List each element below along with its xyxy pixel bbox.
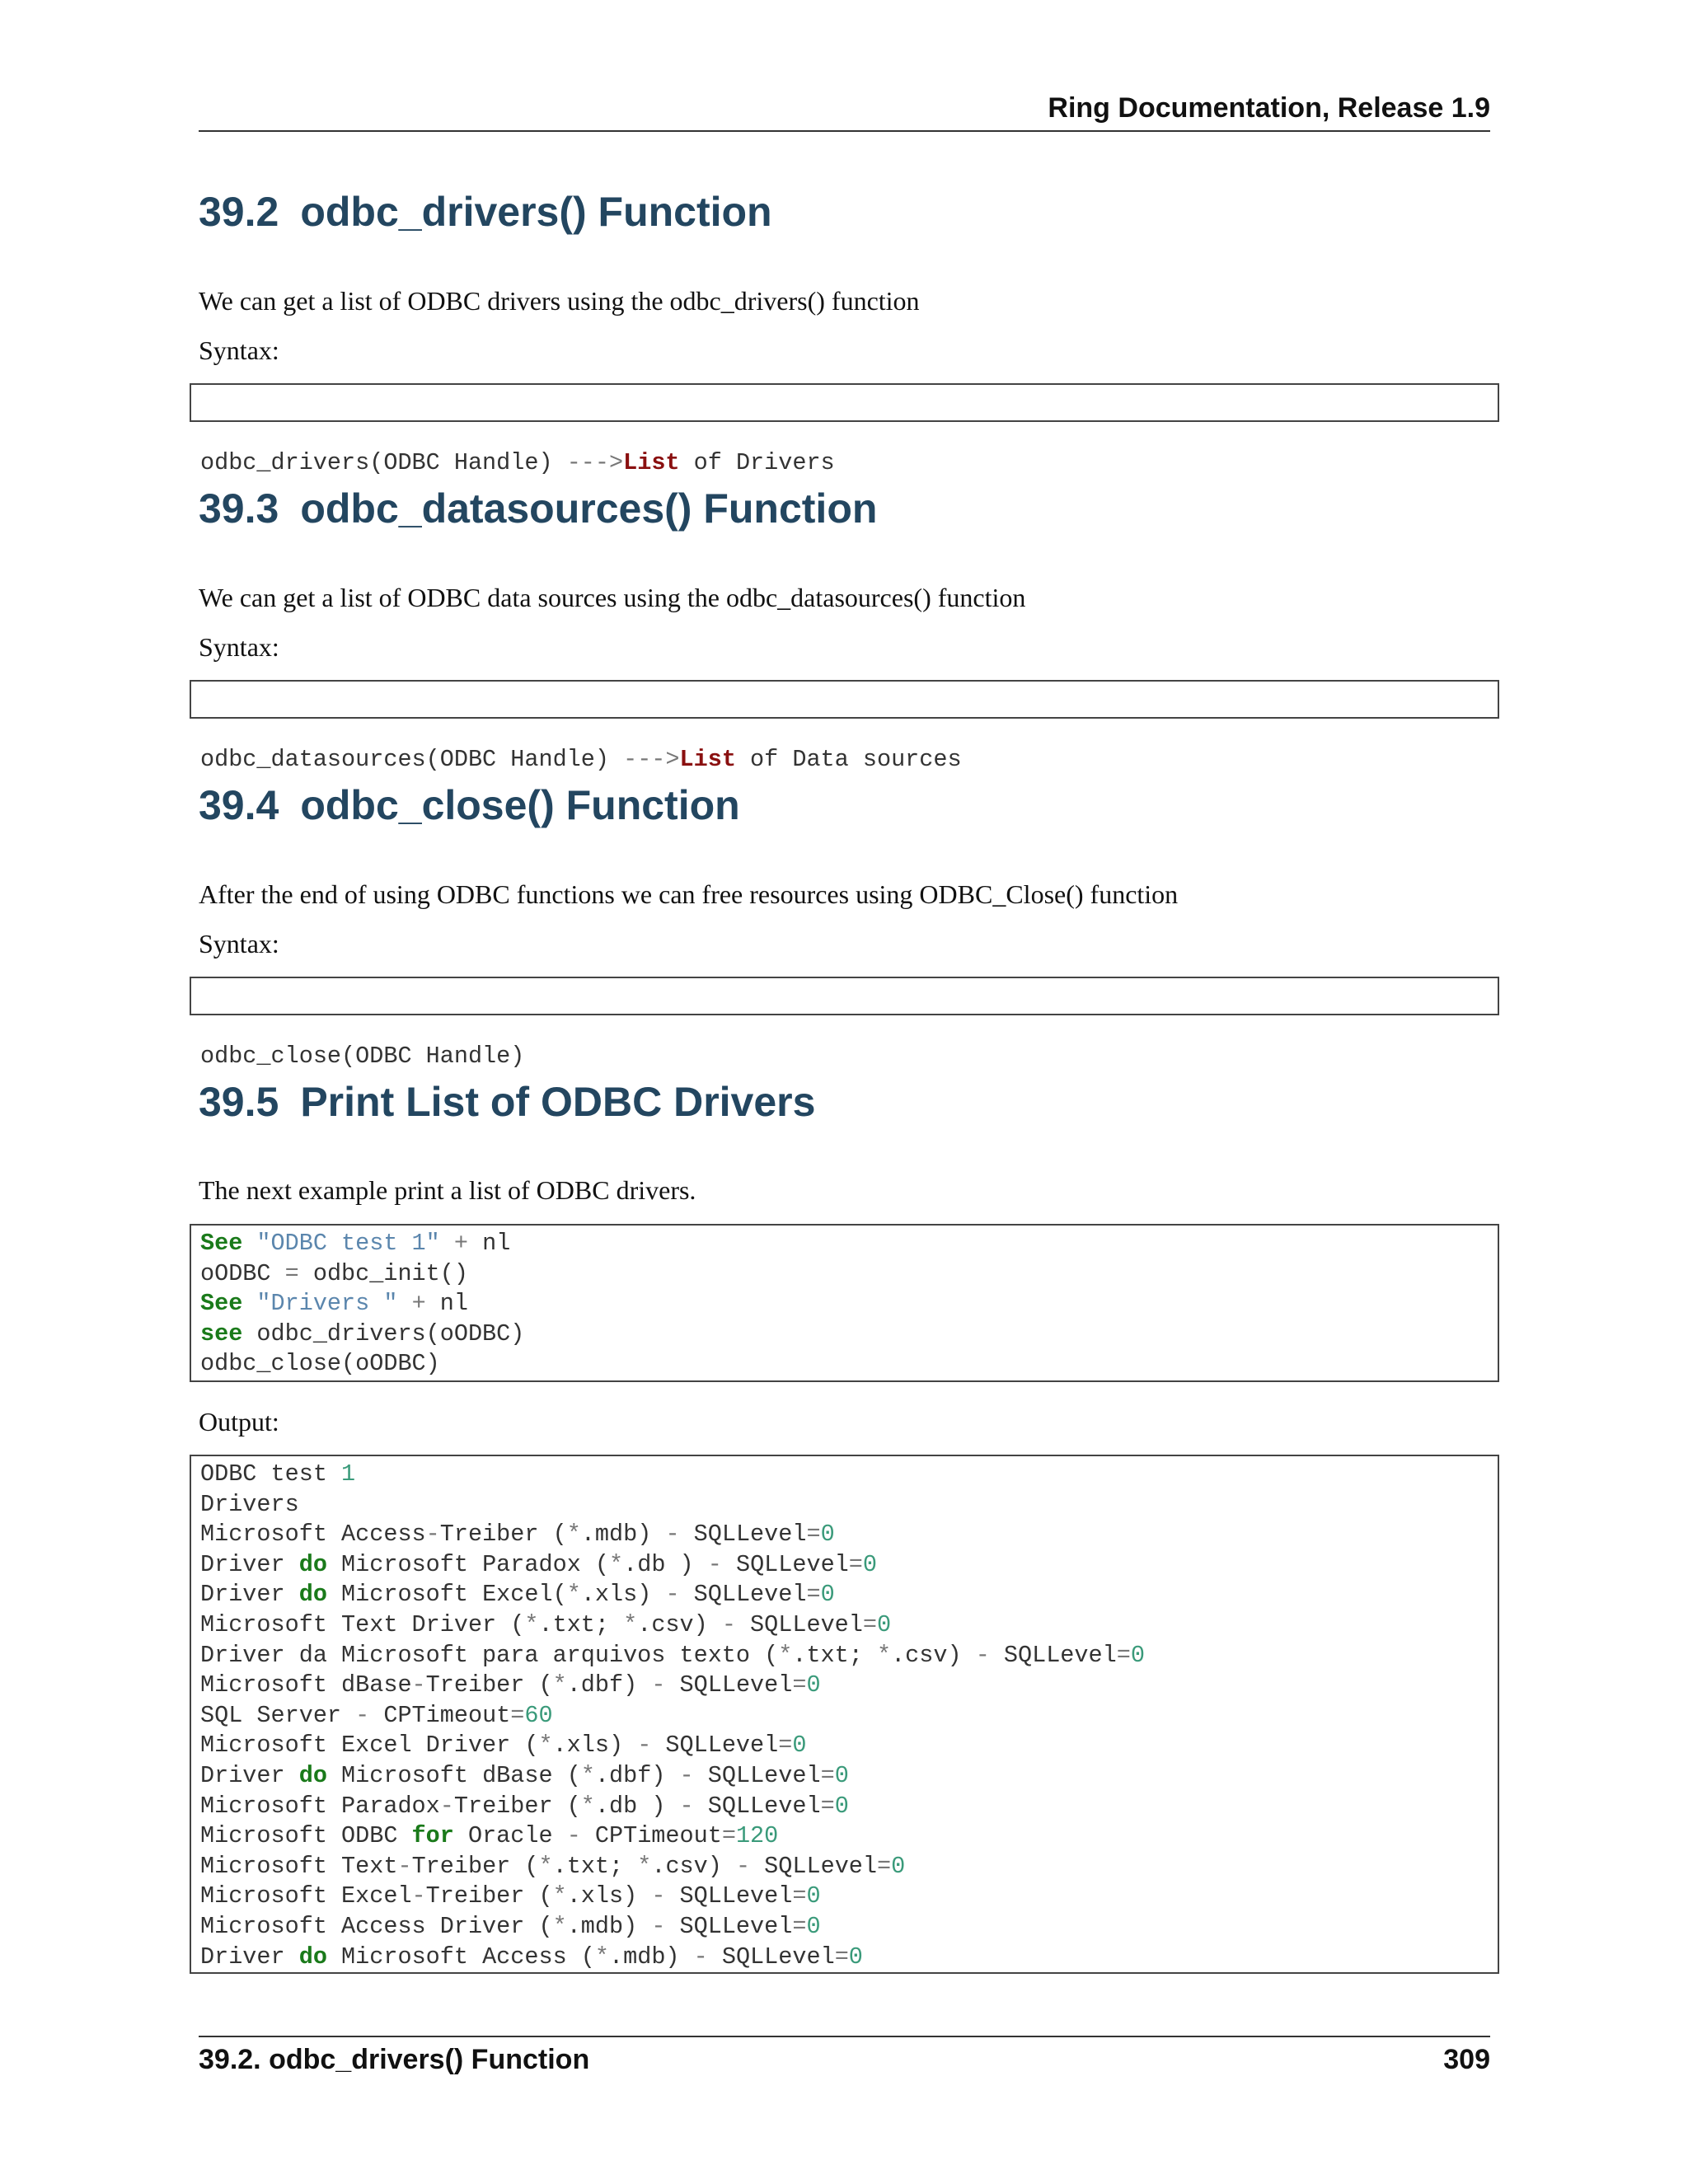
code-line: oODBC = odbc_init() xyxy=(200,1259,468,1287)
code-line: Microsoft Access Driver (*.mdb) - SQLLevel=0 xyxy=(200,1912,821,1940)
header-rule xyxy=(199,130,1490,132)
code-line: Microsoft dBase-Treiber (*.dbf) - SQLLevel=0 xyxy=(200,1671,821,1699)
section-paragraph: After the end of using ODBC functions we can free resources using ODBC_Close() function xyxy=(199,879,1179,909)
syntax-label: Syntax: xyxy=(199,335,279,365)
code-line: Driver do Microsoft Access (*.mdb) - SQLLevel=0 xyxy=(200,1943,863,1971)
code-line: SQL Server - CPTimeout=60 xyxy=(200,1701,553,1729)
section-paragraph: We can get a list of ODBC drivers using the odbc_drivers() function xyxy=(199,286,920,316)
code-line: Microsoft Paradox-Treiber (*.db ) - SQLLevel=0 xyxy=(200,1792,849,1820)
section-number: 39.5 xyxy=(199,1079,279,1125)
section-title-39-3 xyxy=(199,485,877,532)
section-title-text: odbc_close() Function xyxy=(300,782,740,828)
code-line: See "Drivers " + nl xyxy=(200,1290,468,1318)
section-number: 39.4 xyxy=(199,782,279,828)
section-paragraph: The next example print a list of ODBC drivers. xyxy=(199,1175,696,1205)
code-line: odbc_close(ODBC Handle) xyxy=(200,1043,525,1071)
code-line: odbc_datasources(ODBC Handle) --->List of Data sources xyxy=(200,746,962,774)
code-line: Driver da Microsoft para arquivos texto (*.txt; *.csv) - SQLLevel=0 xyxy=(200,1641,1145,1669)
output-label: Output: xyxy=(199,1407,279,1436)
code-line: odbc_close(oODBC) xyxy=(200,1350,440,1378)
code-line: Drivers xyxy=(200,1490,299,1518)
syntax-code-box xyxy=(190,977,1499,1071)
syntax-code-box xyxy=(190,680,1499,774)
section-title-39-2 xyxy=(199,188,772,236)
section-title-39-4 xyxy=(199,781,740,829)
code-line: See "ODBC test 1" + nl xyxy=(200,1230,511,1257)
footer-rule xyxy=(199,2036,1490,2037)
code-line: odbc_drivers(ODBC Handle) --->List of Drivers xyxy=(200,449,835,477)
section-title-text: Print List of ODBC Drivers xyxy=(300,1079,816,1125)
section-title-39-5 xyxy=(199,1078,815,1126)
syntax-label: Syntax: xyxy=(199,929,279,958)
footer-page-number: 309 xyxy=(1443,2044,1490,2075)
code-line: Microsoft Excel-Treiber (*.xls) - SQLLevel=0 xyxy=(200,1882,821,1910)
syntax-label: Syntax: xyxy=(199,632,279,662)
code-line: Microsoft ODBC for Oracle - CPTimeout=120 xyxy=(200,1822,779,1850)
code-line: Microsoft Access-Treiber (*.mdb) - SQLLevel=0 xyxy=(200,1521,835,1549)
code-line: Driver do Microsoft Paradox (*.db ) - SQLLevel=0 xyxy=(200,1550,878,1578)
output-code-box xyxy=(190,1455,1499,1974)
code-line: Driver do Microsoft Excel(*.xls) - SQLLevel=0 xyxy=(200,1581,835,1609)
code-line: ODBC test 1 xyxy=(200,1460,356,1488)
section-title-text: odbc_datasources() Function xyxy=(300,485,878,532)
footer-section-ref: 39.2. odbc_drivers() Function xyxy=(199,2044,590,2075)
example-code-box xyxy=(190,1224,1499,1382)
code-line: Microsoft Text-Treiber (*.txt; *.csv) - SQLLevel=0 xyxy=(200,1852,906,1880)
section-number: 39.3 xyxy=(199,485,279,532)
running-header: Ring Documentation, Release 1.9 xyxy=(1048,92,1490,124)
code-line: Driver do Microsoft dBase (*.dbf) - SQLLevel=0 xyxy=(200,1761,849,1789)
syntax-code-box xyxy=(190,383,1499,477)
section-number: 39.2 xyxy=(199,189,279,235)
section-title-text: odbc_drivers() Function xyxy=(300,189,772,235)
code-line: see odbc_drivers(oODBC) xyxy=(200,1319,525,1347)
section-paragraph: We can get a list of ODBC data sources using the odbc_datasources() function xyxy=(199,583,1026,612)
code-line: Microsoft Excel Driver (*.xls) - SQLLevel=0 xyxy=(200,1732,807,1760)
code-line: Microsoft Text Driver (*.txt; *.csv) - SQLLevel=0 xyxy=(200,1610,892,1638)
